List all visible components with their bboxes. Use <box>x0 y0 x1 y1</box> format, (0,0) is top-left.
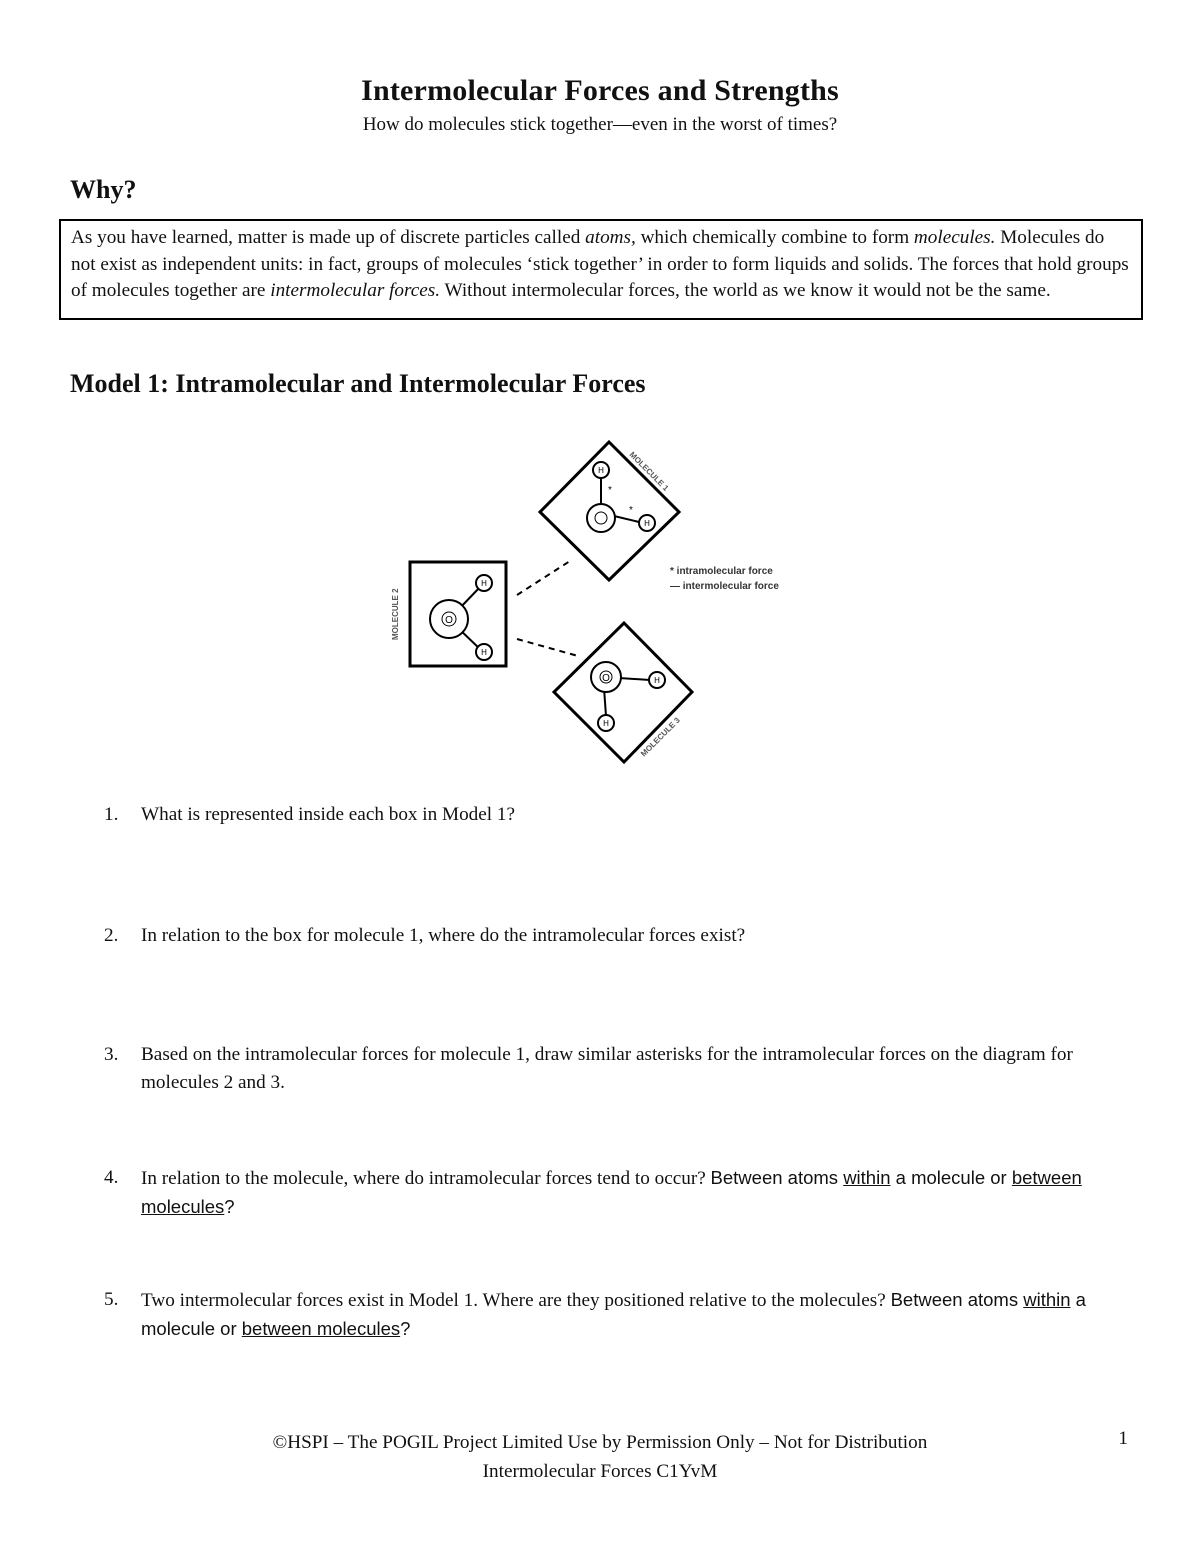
choice-middle: a molecule or <box>141 1289 1086 1339</box>
question-text: In relation to the molecule, where do intramolecular forces tend to occur? <box>141 1168 711 1189</box>
model-1-title: Model 1: Intramolecular and Intermolecular Forces <box>70 369 646 398</box>
legend-intermolecular: — intermolecular force <box>670 581 779 592</box>
molecule-3-o-label: O <box>602 673 610 684</box>
why-heading: Why? <box>70 175 137 204</box>
choice-within: within <box>1023 1289 1071 1310</box>
molecule-2 <box>391 562 506 666</box>
choice-prefix: Between atoms <box>710 1167 844 1188</box>
molecule-1-bond-right <box>614 516 639 522</box>
question-text-block <box>141 1164 1111 1222</box>
question-number: 1. <box>104 804 119 825</box>
choice-between-molecules: between molecules <box>241 1318 401 1339</box>
choice-suffix: ? <box>400 1318 411 1339</box>
intro-text-1: As you have learned, matter is made up of discrete particles called <box>71 227 586 248</box>
question-text: Based on the intramolecular forces for molecule 1, draw similar asterisks for the intramolecular forces on the diagram for molecules 2 and 3. <box>141 1044 1073 1093</box>
question-number: 3. <box>104 1044 119 1065</box>
question-number: 4. <box>104 1167 119 1188</box>
question-text: Two intermolecular forces exist in Model 1. Where are they positioned relative to the molecules? <box>141 1290 891 1311</box>
intermolecular-force-line-2 <box>517 639 578 656</box>
intro-text-3: Molecules do not exist as independent units: in fact, groups of molecules ‘stick together’ in order to form liquids and solids. The forces that hold groups of molecules together are <box>71 227 1129 301</box>
molecule-1-asterisk-top: * <box>608 485 612 496</box>
footer-copyright: ©HSPI – The POGIL Project Limited Use by Permission Only – Not for Distribution <box>272 1432 928 1453</box>
intro-term-atoms: atoms, <box>585 227 636 248</box>
molecule-3-box <box>554 623 692 762</box>
choice-between-molecules: between molecules <box>141 1167 1082 1217</box>
model-1-diagram <box>380 430 800 775</box>
footer-document-id: Intermolecular Forces C1YvM <box>482 1461 718 1482</box>
molecule-1 <box>540 442 679 580</box>
intro-term-molecules: molecules. <box>913 227 996 248</box>
choice-prefix: Between atoms <box>890 1289 1024 1310</box>
molecule-1-oxygen <box>587 504 615 532</box>
question-number: 5. <box>104 1289 119 1310</box>
molecule-2-label: MOLECULE 2 <box>391 588 400 640</box>
molecule-2-h-top-label: H <box>481 579 487 588</box>
question-number: 2. <box>104 925 119 946</box>
intro-term-intermolecular-forces: intermolecular forces. <box>270 280 441 301</box>
molecule-3-h-bottom-label: H <box>603 719 609 728</box>
question-text-block <box>141 1286 1111 1344</box>
molecule-1-h-right-label: H <box>644 519 650 528</box>
intro-paragraph-box <box>59 219 1143 320</box>
legend-intramolecular: * intramolecular force <box>670 566 773 577</box>
molecule-1-asterisk-right: * <box>629 505 633 516</box>
intro-text-4: Without intermolecular forces, the world as we know it would not be the same. <box>440 280 1051 301</box>
choice-middle: a molecule or <box>890 1167 1012 1188</box>
intro-text-2: which chemically combine to form <box>635 227 914 248</box>
choice-suffix: ? <box>224 1196 235 1217</box>
page-title: Intermolecular Forces and Strengths <box>361 74 839 107</box>
molecule-1-label: MOLECULE 1 <box>627 450 671 493</box>
molecule-1-h-top-label: H <box>598 466 604 475</box>
question-text: In relation to the box for molecule 1, where do the intramolecular forces exist? <box>141 925 746 946</box>
molecule-3-h-right-label: H <box>654 676 660 685</box>
molecule-3-label: MOLECULE 3 <box>639 715 682 759</box>
footer <box>0 1428 1200 1486</box>
question-text: What is represented inside each box in Model 1? <box>141 804 516 825</box>
page-subtitle: How do molecules stick together—even in the worst of times? <box>362 114 838 135</box>
intermolecular-force-line-1 <box>517 561 570 595</box>
molecule-3-bond-right <box>619 678 650 680</box>
molecule-2-o-label: O <box>445 615 453 626</box>
molecule-2-h-bottom-label: H <box>481 648 487 657</box>
choice-within: within <box>843 1167 891 1188</box>
molecule-3 <box>554 623 692 762</box>
page-number: 1 <box>1118 1428 1128 1449</box>
